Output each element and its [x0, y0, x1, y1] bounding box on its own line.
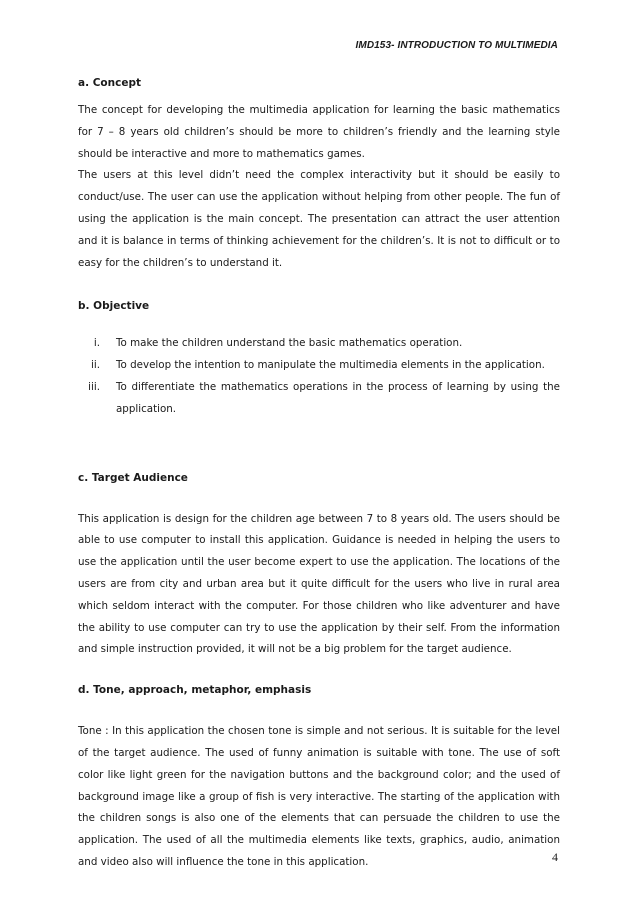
list-item-text: To develop the intention to manipulate the multimedia elements in the application. [116, 359, 545, 372]
concept-paragraph-1: The concept for developing the multimedia application for learning the basic mathematics for 7 – 8 years old children’s should be more to children’s friendly and the learning style should be interactive and more to mathematics games. [78, 104, 560, 160]
objective-list [78, 333, 560, 420]
page-content [78, 72, 560, 874]
tone-paragraph: Tone : In this application the chosen tone is simple and not serious. It is suitable for the level of the target audience. The used of funny animation is suitable with tone. The use of soft color like light green for the navigation buttons and the background color; and the used of background image like a group of fish is very interactive. The starting of the application with the children songs is also one of the elements that can persuade the children to use the application. The used of all the multimedia elements like texts, graphics, audio, animation and video also will influence the tone in this application. [78, 725, 560, 868]
list-item [78, 377, 560, 421]
list-item [78, 355, 560, 377]
list-item-text: To differentiate the mathematics operations in the process of learning by using the application. [116, 380, 560, 415]
section-heading-tone: d. Tone, approach, metaphor, emphasis [78, 684, 312, 697]
audience-paragraph: This application is design for the children age between 7 to 8 years old. The users should be able to use computer to install this application. Guidance is needed in helping the users to use the application until the user become expert to use the application. The locations of the users are from city and urban area but it quite difficult for the users who live in rural area which seldom interact with the computer. For those children who like adventurer and have the ability to use computer can try to use the application by their self. From the information and simple instruction provided, it will not be a big problem for the target audience. [78, 512, 560, 656]
page-number: 4 [552, 850, 558, 864]
running-header: IMD153- INTRODUCTION TO MULTIMEDIA [355, 40, 558, 51]
list-item-number: i. [93, 337, 100, 350]
concept-paragraph-2: The users at this level didn’t need the complex interactivity but it should be easily to conduct/use. The user can use the application without helping from other people. The fun of using the application is the main concept. The presentation can attract the user attention and it is balance in terms of thinking achievement for the children’s. It is not to difficult or to easy for the children’s to understand it. [78, 169, 560, 269]
list-item-number: ii. [91, 359, 100, 372]
list-item-number: iii. [88, 380, 100, 393]
section-heading-target-audience: c. Target Audience [78, 471, 188, 484]
list-item [78, 333, 560, 355]
list-item-text: To make the children understand the basic mathematics operation. [116, 337, 463, 350]
section-heading-objective: b. Objective [78, 300, 150, 313]
section-heading-concept: a. Concept [78, 77, 142, 89]
